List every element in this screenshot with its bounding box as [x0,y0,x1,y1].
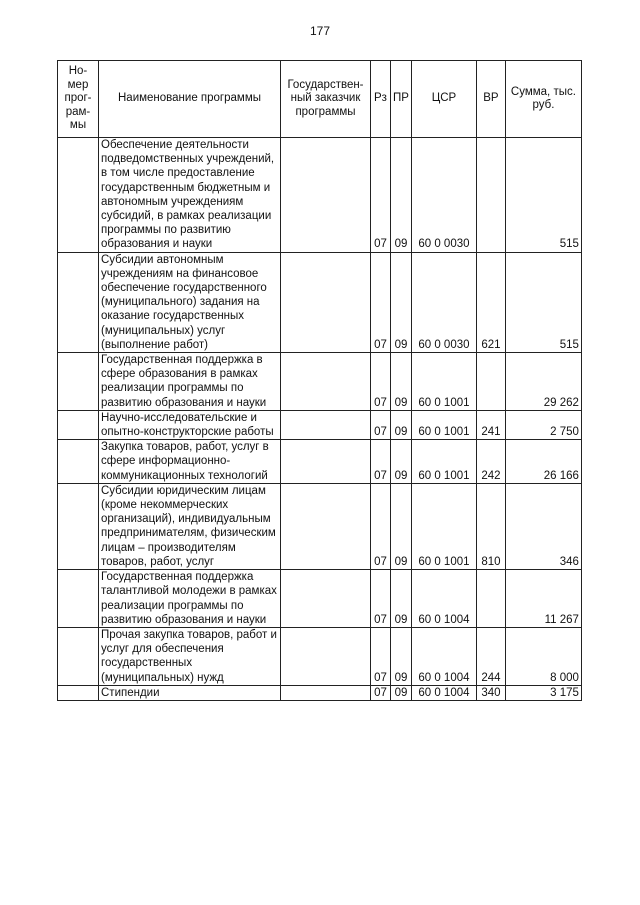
rz-cell: 07 [371,483,391,569]
pr-cell: 09 [391,252,412,352]
program-number-cell [58,440,99,484]
budget-table [57,60,582,701]
sum-cell: 29 262 [505,353,581,411]
vr-cell [476,138,505,253]
rz-cell: 07 [371,570,391,628]
program-name-cell: Государственная поддержка в сфере образования в рамках реализации программы по развитию образования и науки [99,353,281,411]
sum-cell: 8 000 [505,627,581,685]
rz-cell: 07 [371,627,391,685]
table-row [58,483,582,569]
vr-cell: 621 [476,252,505,352]
program-name-cell: Субсидии автономным учреждениям на финансовое обеспечение государственного (муниципального) задания на оказание государственных (муниципальных) услуг (выполнение работ) [99,252,281,352]
table-row [58,440,582,484]
pr-cell: 09 [391,410,412,439]
pr-cell: 09 [391,627,412,685]
program-name-cell: Обеспечение деятельности подведомственных учреждений, в том числе предоставление государственным бюджетным и автономным учреждениям субсидий, в рамках реализации программы по развитию образования и науки [99,138,281,253]
customer-cell [281,483,371,569]
customer-cell [281,353,371,411]
header-row [58,61,582,138]
header-vr: ВР [476,61,505,138]
program-number-cell [58,252,99,352]
rz-cell: 07 [371,410,391,439]
table-row [58,627,582,685]
program-name-cell: Государственная поддержка талантливой молодежи в рамках реализации программы по развитию образования и науки [99,570,281,628]
pr-cell: 09 [391,685,412,700]
program-name-cell: Прочая закупка товаров, работ и услуг для обеспечения государственных (муниципальных) нужд [99,627,281,685]
sum-cell: 346 [505,483,581,569]
customer-cell [281,627,371,685]
table-row [58,410,582,439]
csr-cell: 60 0 1004 [411,627,476,685]
pr-cell: 09 [391,440,412,484]
header-csr: ЦСР [411,61,476,138]
csr-cell: 60 0 1001 [411,353,476,411]
pr-cell: 09 [391,353,412,411]
csr-cell: 60 0 1004 [411,570,476,628]
header-customer: Государствен-ный заказчик программы [281,61,371,138]
vr-cell [476,353,505,411]
customer-cell [281,252,371,352]
rz-cell: 07 [371,685,391,700]
pr-cell: 09 [391,138,412,253]
csr-cell: 60 0 0030 [411,252,476,352]
page-number: 177 [309,24,331,38]
sum-cell: 515 [505,252,581,352]
rz-cell: 07 [371,440,391,484]
csr-cell: 60 0 1004 [411,685,476,700]
customer-cell [281,138,371,253]
program-name-cell: Закупка товаров, работ, услуг в сфере информационно-коммуникационных технологий [99,440,281,484]
sum-cell: 11 267 [505,570,581,628]
csr-cell: 60 0 0030 [411,138,476,253]
vr-cell: 340 [476,685,505,700]
table-row [58,353,582,411]
customer-cell [281,440,371,484]
customer-cell [281,570,371,628]
vr-cell [476,570,505,628]
sum-cell: 3 175 [505,685,581,700]
pr-cell: 09 [391,483,412,569]
program-number-cell [58,570,99,628]
program-name-cell: Субсидии юридическим лицам (кроме некоммерческих организаций), индивидуальным предпринимателям, физическим лицам – производителям товаров, работ, услуг [99,483,281,569]
table-row [58,138,582,253]
csr-cell: 60 0 1001 [411,440,476,484]
program-number-cell [58,483,99,569]
program-number-cell [58,353,99,411]
header-program-number: Но-мер прог-рам-мы [58,61,99,138]
rz-cell: 07 [371,353,391,411]
header-rz: Рз [371,61,391,138]
vr-cell: 241 [476,410,505,439]
program-number-cell [58,627,99,685]
csr-cell: 60 0 1001 [411,410,476,439]
header-program-name: Наименование программы [99,61,281,138]
header-sum: Сумма, тыс. руб. [505,61,581,138]
rz-cell: 07 [371,138,391,253]
table-row [58,570,582,628]
program-name-cell: Стипендии [99,685,281,700]
program-name-cell: Научно-исследовательские и опытно-конструкторские работы [99,410,281,439]
customer-cell [281,685,371,700]
vr-cell: 242 [476,440,505,484]
header-pr: ПР [391,61,412,138]
pr-cell: 09 [391,570,412,628]
csr-cell: 60 0 1001 [411,483,476,569]
program-number-cell [58,685,99,700]
rz-cell: 07 [371,252,391,352]
vr-cell: 244 [476,627,505,685]
program-number-cell [58,410,99,439]
table-row [58,252,582,352]
vr-cell: 810 [476,483,505,569]
table-row [58,685,582,700]
sum-cell: 515 [505,138,581,253]
sum-cell: 26 166 [505,440,581,484]
sum-cell: 2 750 [505,410,581,439]
customer-cell [281,410,371,439]
program-number-cell [58,138,99,253]
